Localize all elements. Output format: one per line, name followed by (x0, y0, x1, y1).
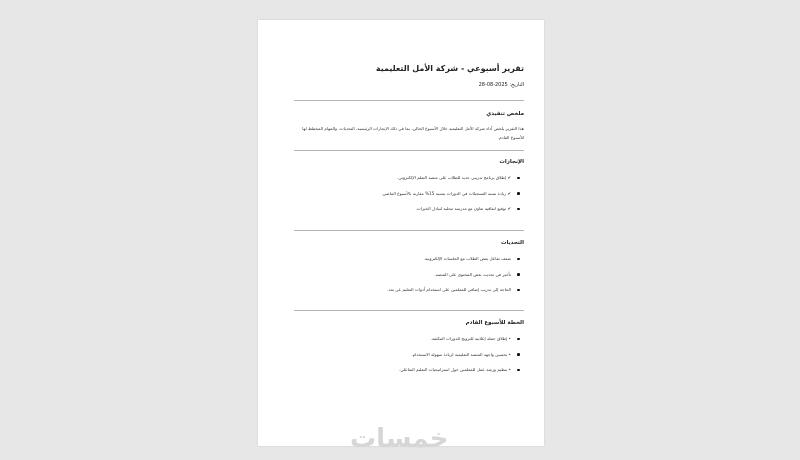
watermark-logo: خمسات (350, 424, 449, 454)
divider (294, 150, 524, 151)
list-item: تأخير في تحديث بعض المحتوى على المنصة. (387, 272, 524, 288)
report-page (258, 20, 544, 446)
summary-text: هذا التقرير يلخص أداء شركة الأمل التعليمية خلال الأسبوع الحالي، بما في ذلك الإنجازات الرئيسية، التحديات، والمهام المخطط لها للأسبوع القادم. (302, 126, 524, 140)
summary-heading: ملخص تنفيذي (486, 111, 524, 117)
achievements-list (381, 175, 524, 222)
list-item: الحاجة إلى تدريب إضافي للمعلمين على استخدام أدوات التعليم عن بعد. (387, 287, 524, 303)
list-item: ✔ إطلاق برنامج تدريبي جديد للطلاب على منصة التعلم الإلكتروني. (381, 175, 524, 191)
list-item: ✔ زيادة نسبة التسجيلات في الدورات بنسبة 15% مقارنة بالأسبوع الماضي. (381, 191, 524, 207)
next-week-heading: الخطة للأسبوع القادم (465, 320, 524, 326)
achievements-heading: الإنجازات (499, 159, 524, 165)
challenges-list (387, 256, 524, 303)
divider (294, 230, 524, 231)
report-title: تقرير أسبوعي - شركة الأمل التعليمية (375, 64, 524, 73)
divider (294, 310, 524, 311)
list-item: • تحسين واجهة المنصة التعليمية لزيادة سهولة الاستخدام. (399, 352, 524, 368)
next-week-list (399, 336, 524, 383)
list-item: • إطلاق حملة إعلانية للترويج للدورات المكثفة. (399, 336, 524, 352)
list-item: ضعف تفاعل بعض الطلاب مع الجلسات الإلكترونية. (387, 256, 524, 272)
list-item: • تنظيم ورشة عمل للمعلمين حول استراتيجيات التعليم التفاعلي. (399, 367, 524, 383)
divider (294, 100, 524, 101)
challenges-heading: التحديات (501, 240, 524, 246)
report-date: التاريخ: 2025-08-28 (478, 82, 524, 88)
list-item: ✔ توقيع اتفاقية تعاون مع مدرسة محلية لتبادل الخبرات. (381, 206, 524, 222)
